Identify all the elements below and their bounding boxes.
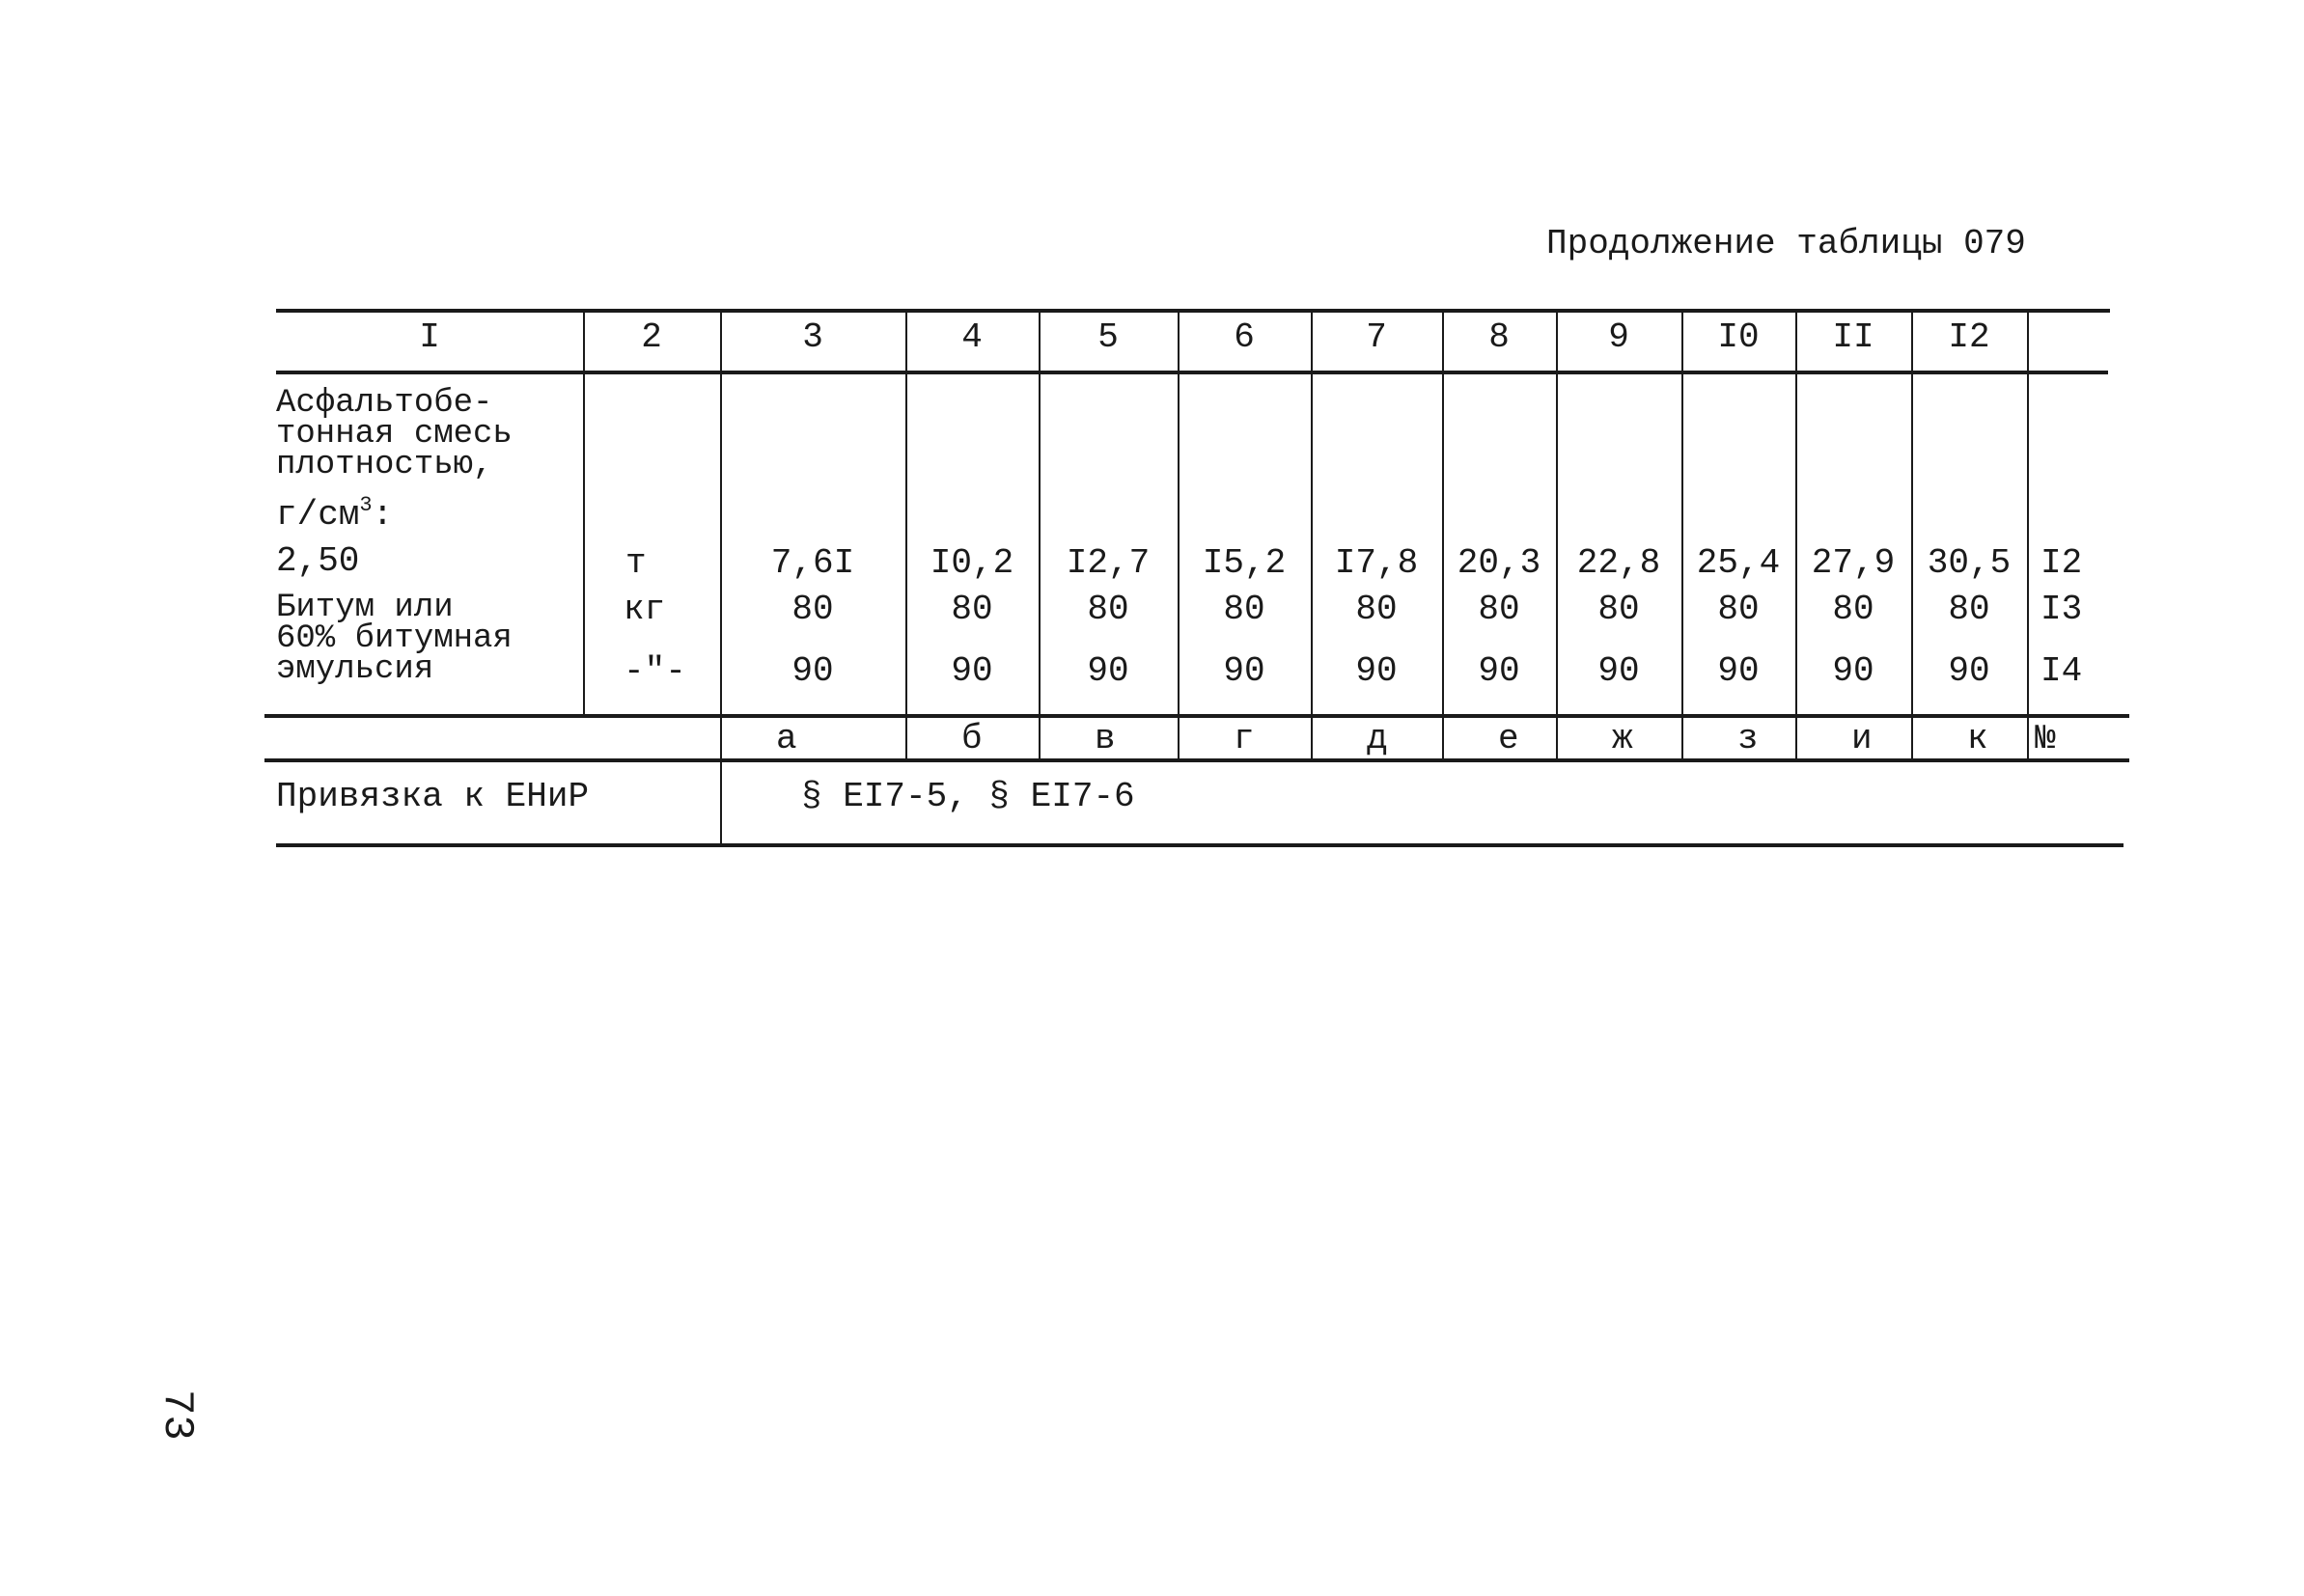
rule-letters-top bbox=[264, 714, 2129, 718]
value-cell: 90 bbox=[951, 651, 993, 691]
col-rule-7 bbox=[1442, 309, 1444, 760]
material-line-3: плотностью, bbox=[276, 447, 493, 483]
value-cell: 90 bbox=[1832, 651, 1874, 691]
header-cell-12: I2 bbox=[1948, 317, 1990, 357]
header-cell-8: 8 bbox=[1488, 317, 1510, 357]
rule-header-bottom bbox=[276, 371, 2108, 374]
letter-cell: а bbox=[776, 719, 797, 758]
col-rule-10 bbox=[1795, 309, 1797, 760]
value-cell: 80 bbox=[1087, 590, 1129, 629]
value-cell: 20,3 bbox=[1457, 543, 1541, 583]
binding-value: § EI7-5, § EI7-6 bbox=[801, 777, 1135, 816]
letter-cell: е bbox=[1498, 719, 1519, 758]
row-2-name-line-3: эмульсия bbox=[276, 651, 434, 688]
value-cell: 80 bbox=[1597, 590, 1640, 629]
letter-cell: и bbox=[1851, 719, 1873, 758]
value-cell: 80 bbox=[1832, 590, 1874, 629]
value-cell: I5,2 bbox=[1202, 543, 1287, 583]
value-cell: 90 bbox=[1223, 651, 1265, 691]
value-cell: 90 bbox=[1948, 651, 1990, 691]
value-cell: 80 bbox=[1948, 590, 1990, 629]
letter-cell: г bbox=[1234, 719, 1255, 758]
col-rule-8 bbox=[1556, 309, 1558, 760]
value-cell: 90 bbox=[1478, 651, 1520, 691]
material-line-1: Асфальтобе- bbox=[276, 385, 493, 422]
row-1-name: 2,50 bbox=[276, 541, 360, 581]
header-cell-7: 7 bbox=[1366, 317, 1387, 357]
value-cell: 90 bbox=[791, 651, 834, 691]
header-cell-10: I0 bbox=[1717, 317, 1760, 357]
row-number: I2 bbox=[2040, 543, 2083, 583]
value-cell: 80 bbox=[1223, 590, 1265, 629]
value-cell: 7,6I bbox=[770, 543, 855, 583]
value-cell: 25,4 bbox=[1696, 543, 1781, 583]
row-2-name-line-1: Битум или bbox=[276, 590, 454, 626]
value-cell: 80 bbox=[1355, 590, 1398, 629]
letter-cell: з bbox=[1737, 719, 1759, 758]
page-number: 73 bbox=[153, 1390, 201, 1441]
header-cell-11: II bbox=[1832, 317, 1874, 357]
col-rule-1 bbox=[583, 309, 585, 716]
material-line-4: $г/см^3$: bbox=[276, 493, 394, 535]
value-cell: I2,7 bbox=[1066, 543, 1151, 583]
value-cell: 90 bbox=[1355, 651, 1398, 691]
value-cell: I7,8 bbox=[1334, 543, 1419, 583]
header-cell-6: 6 bbox=[1234, 317, 1255, 357]
row-3-unit: -"- bbox=[624, 651, 686, 691]
rule-bottom bbox=[276, 843, 2124, 847]
header-cell-3: 3 bbox=[802, 317, 823, 357]
header-cell-2: 2 bbox=[641, 317, 662, 357]
value-cell: 80 bbox=[1717, 590, 1760, 629]
header-cell-9: 9 bbox=[1608, 317, 1629, 357]
value-cell: 27,9 bbox=[1811, 543, 1896, 583]
table-caption: Продолжение таблицы 079 bbox=[1546, 224, 2026, 263]
header-cell-5: 5 bbox=[1097, 317, 1119, 357]
col-rule-6 bbox=[1311, 309, 1313, 760]
rule-letters-bottom bbox=[264, 758, 2129, 762]
letter-cell: № bbox=[2035, 719, 2056, 758]
row-2-name-line-2: 60% битумная bbox=[276, 620, 513, 657]
value-cell: 90 bbox=[1717, 651, 1760, 691]
col-rule-4 bbox=[1039, 309, 1041, 760]
col-rule-3 bbox=[905, 309, 907, 760]
col-rule-11 bbox=[1911, 309, 1913, 760]
letter-cell: б bbox=[961, 719, 983, 758]
value-cell: 80 bbox=[951, 590, 993, 629]
header-cell-4: 4 bbox=[961, 317, 983, 357]
letter-cell: в bbox=[1095, 719, 1116, 758]
row-number: I3 bbox=[2040, 590, 2083, 629]
value-cell: I0,2 bbox=[930, 543, 1014, 583]
row-1-unit: т bbox=[625, 543, 647, 583]
value-cell: 30,5 bbox=[1927, 543, 2012, 583]
col-rule-5 bbox=[1178, 309, 1180, 760]
value-cell: 80 bbox=[791, 590, 834, 629]
value-cell: 80 bbox=[1478, 590, 1520, 629]
letter-cell: ж bbox=[1612, 719, 1633, 758]
row-number: I4 bbox=[2040, 651, 2083, 691]
value-cell: 90 bbox=[1597, 651, 1640, 691]
rule-top bbox=[276, 309, 2110, 313]
material-line-2: тонная смесь bbox=[276, 416, 513, 453]
binding-label: Привязка к ЕНиР bbox=[276, 777, 590, 816]
col-rule-12 bbox=[2027, 309, 2029, 760]
header-cell-1: I bbox=[419, 317, 440, 357]
value-cell: 22,8 bbox=[1576, 543, 1661, 583]
value-cell: 90 bbox=[1087, 651, 1129, 691]
letter-cell: к bbox=[1967, 719, 1988, 758]
letter-cell: д bbox=[1367, 719, 1388, 758]
row-2-unit: кг bbox=[624, 590, 666, 629]
col-rule-9 bbox=[1681, 309, 1683, 760]
